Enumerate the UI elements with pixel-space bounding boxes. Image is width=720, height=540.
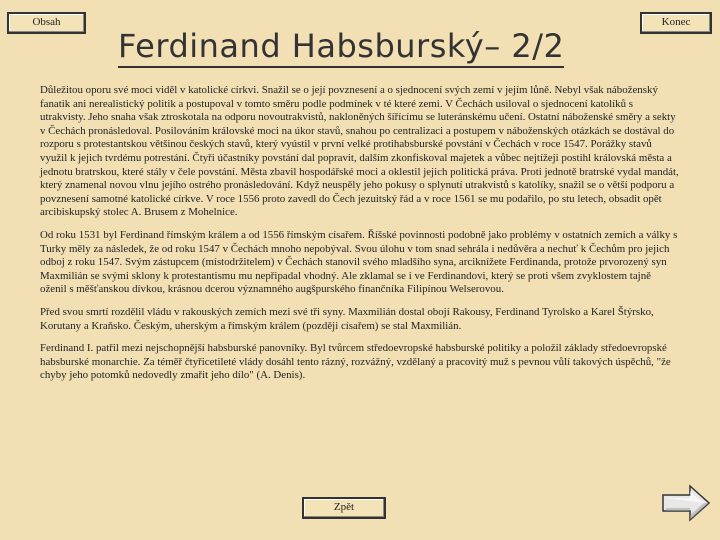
back-button[interactable]: Zpět (302, 497, 386, 519)
paragraph: Před svou smrtí rozdělil vládu v rakouských zemích mezi své tři syny. Maxmilián dostal obojí Rakousy, Ferdinand Tyrolsko a Karel Štýrsko, Korutany a Kraňsko. Českým, uherským a římským králem (později císařem) se stal Maxmilián. (40, 305, 654, 332)
contents-button[interactable]: Obsah (7, 12, 86, 34)
page-title: Ferdinand Habsburský– 2/2 (118, 26, 564, 68)
paragraph: Od roku 1531 byl Ferdinand římským králem a od 1556 římským císařem. Říšské povinnosti podobně jako problémy v ostatních zemích a války s Turky měly za následek, že od roku 1547 v Čechách mnoho nepobýval. Svou úlohu v tom snad sehrála i nedůvěra a nechuť k Čechům pro jejich odboj z roku 1547. Svým zástupcem (místodržitelem) v Čechách stanovil svého mladšího syna, arciknížete Ferdinanda, protože prvorozený syn Maxmilián se svými sklony k protestantismu mu nepřipadal vhodný. Ale zklamal se i ve Ferdinandovi, který se proti všem zvyklostem tajně oženil s měšťanskou dívkou, krásnou dcerou významného augšpurského finančníka Filipínou Welserovou. (40, 228, 678, 296)
end-button[interactable]: Konec (640, 12, 712, 34)
paragraph: Ferdinand I. patřil mezi nejschopnější habsburské panovníky. Byl tvůrcem středoevropské habsburské politiky a položil základy středoevropské habsburské monarchie. Za téměř čtyřicetileté vlády dosáhl tento rázný, rozvážný, vzdělaný a pracovitý muž s pevnou vůlí takových úspěchů, "že chyby jeho potomků nedovedly zmařit jeho dílo" (A. Denis). (40, 342, 671, 382)
arrow-right-icon[interactable] (660, 482, 712, 524)
paragraph: Důležitou oporu své moci viděl v katolické církvi. Snažil se o její povznesení a o sjednocení svých zemí v jejím lůně. Nebyl však náboženský fanatik ani nerealistický politik a postupoval v tomto směru podle podmínek v té které zemi. V Čechách usiloval o sjednocení katolíků s utrakvisty. Jeho snaha však ztroskotala na odporu novoutrakvistů, nakloněných šířícímu se luteránskému učení. Ostatní náboženské směry a sekty v Čechách pronásledoval. Posilováním královské moci na úkor stavů, snahou po centralizaci a postupem v náboženských otázkách se dostával do rozporu s protestantskou většinou českých stavů, který vyústil v první velké protihabsburské povstání v Čechách v roce 1547. Porážky stavů využil k jejich tvrdému potrestání. Čtyři účastníky povstání dal popravit, dalším zkonfiskoval majetek a vůbec nejtížeji postihl královská města a jednotu bratrskou, které stály v čele povstání. Města zbavil hospodářské moci a oklestil jejich politická práva. Proti jednotě bratrské vydal mandát, který znamenal novou vlnu jejího ostrého pronásledování. Když neuspěly jeho pokusy o splynutí utrakvistů s katolíky, snažil se o větší podporu a povznesení samotné katolické církve. V roce 1556 proto zavedl do Čech jezuitský řád a v roce 1561 se mu podařilo, po stu letech, obsadit opět arcibiskupský stolec A. Brusem z Mohelnice. (40, 84, 679, 219)
article-body (40, 84, 680, 392)
